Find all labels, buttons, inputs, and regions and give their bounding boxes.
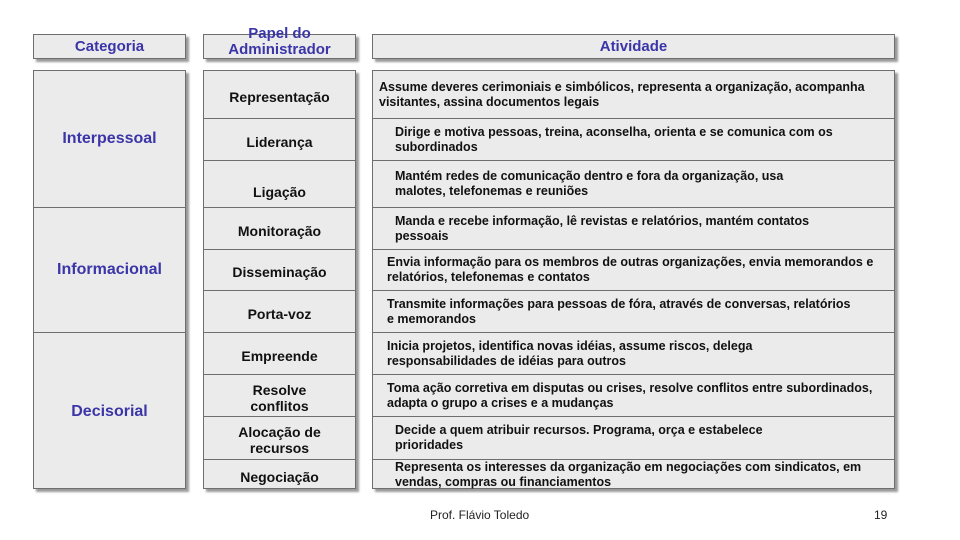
activity-ligacao: Mantém redes de comunicação dentro e fora da organização, usa malotes, telefonemas e reuniões <box>373 161 894 208</box>
category-column <box>33 70 186 489</box>
category-header-label: Categoria <box>74 37 145 55</box>
role-alocacao-recursos: Alocação de recursos <box>204 417 355 460</box>
activity-lideranca: Dirige e motiva pessoas, treina, aconselha, orienta e se comunica com os subordinados <box>373 119 894 161</box>
role-header <box>203 24 356 59</box>
activity-representacao: Assume deveres cerimoniais e simbólicos, representa a organização, acompanha visitantes, assina documentos legais <box>373 71 894 119</box>
activity-disseminacao: Envia informação para os membros de outras organizações, envia memorandos e relatórios, telefonemas e contatos <box>373 250 894 291</box>
role-porta-voz: Porta-voz <box>204 291 355 333</box>
activity-alocacao-recursos: Decide a quem atribuir recursos. Programa, orça e estabelece prioridades <box>373 417 894 460</box>
category-decisorial: Decisorial <box>71 402 148 420</box>
activity-monitoracao: Manda e recebe informação, lê revistas e relatórios, mantém contatos pessoais <box>373 208 894 250</box>
activity-column <box>372 70 895 489</box>
role-empreende: Empreende <box>204 333 355 375</box>
role-monitoracao: Monitoração <box>204 208 355 250</box>
role-resolve-conflitos: Resolve conflitos <box>204 375 355 417</box>
role-ligacao: Ligação <box>204 161 355 208</box>
role-disseminacao: Disseminação <box>204 250 355 291</box>
role-column <box>203 70 356 489</box>
role-negociacao: Negociação <box>240 469 319 485</box>
category-informacional: Informacional <box>34 208 185 333</box>
activity-porta-voz: Transmite informações para pessoas de fóra, através de conversas, relatórios e memorandos <box>373 291 894 333</box>
activity-resolve-conflitos: Toma ação corretiva em disputas ou crises, resolve conflitos entre subordinados, adapta o grupo a crises e a mudanças <box>373 375 894 417</box>
category-header <box>33 34 186 59</box>
role-header-label: Papel do Administrador <box>228 24 331 58</box>
activity-empreende: Inicia projetos, identifica novas idéias, assume riscos, delega responsabilidades de idéias para outros <box>373 333 894 375</box>
role-representacao: Representação <box>204 71 355 119</box>
category-interpessoal: Interpessoal <box>34 71 185 208</box>
activity-header <box>372 34 895 59</box>
role-lideranca: Liderança <box>204 119 355 161</box>
activity-header-label: Atividade <box>599 37 668 55</box>
page-number: 19 <box>874 508 888 522</box>
activity-negociacao: Representa os interesses da organização em negociações com sindicatos, em vendas, compras ou financiamentos <box>395 460 862 489</box>
footer-author: Prof. Flávio Toledo <box>430 508 530 522</box>
